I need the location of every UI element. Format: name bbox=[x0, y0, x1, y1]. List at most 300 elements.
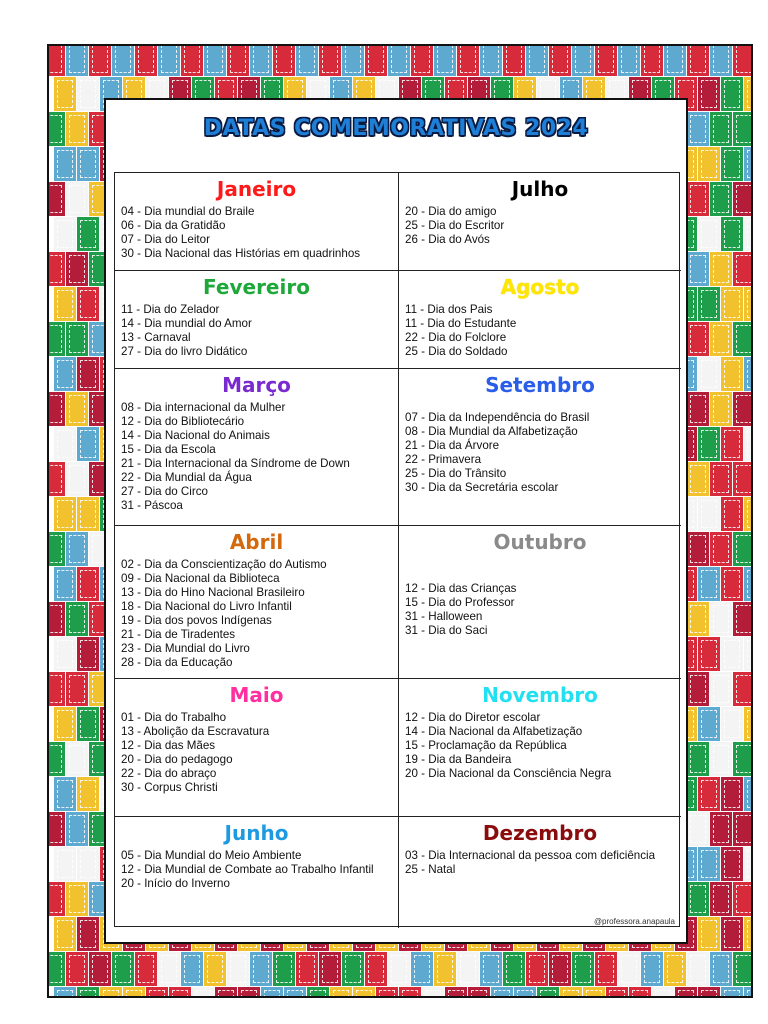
date-entry: 09 - Dia Nacional da Biblioteca bbox=[121, 572, 280, 585]
patch-square bbox=[710, 252, 732, 286]
patch-square bbox=[77, 987, 99, 998]
patch-square bbox=[66, 252, 88, 286]
patch-square bbox=[733, 462, 753, 496]
commemorative-dates-list bbox=[405, 205, 675, 247]
patch-square bbox=[698, 217, 720, 251]
patch-square bbox=[710, 322, 732, 356]
patch-square bbox=[710, 812, 732, 846]
month-cell-junho bbox=[115, 817, 399, 928]
month-cell-maio bbox=[115, 679, 399, 817]
patch-square bbox=[687, 182, 709, 216]
date-entry: 11 - Dia do Estudante bbox=[405, 317, 517, 330]
date-entry: 19 - Dia da Bandeira bbox=[405, 753, 512, 766]
patch-square bbox=[204, 952, 226, 986]
date-entry: 31 - Páscoa bbox=[121, 499, 183, 512]
patch-square bbox=[733, 392, 753, 426]
month-name: Abril bbox=[229, 530, 284, 554]
patch-square bbox=[284, 987, 306, 998]
date-entry: 25 - Natal bbox=[405, 863, 456, 876]
month-name: Julho bbox=[511, 177, 569, 201]
patch-square bbox=[652, 987, 674, 998]
date-entry: 08 - Dia internacional da Mulher bbox=[121, 401, 286, 414]
date-entry: 12 - Dia das Mães bbox=[121, 739, 216, 752]
patch-square bbox=[273, 952, 295, 986]
patch-square bbox=[54, 427, 76, 461]
patch-square bbox=[353, 987, 375, 998]
patch-square bbox=[687, 532, 709, 566]
patch-square bbox=[365, 44, 387, 76]
patch-square bbox=[572, 44, 594, 76]
patch-square bbox=[89, 44, 111, 76]
date-entry: 22 - Primavera bbox=[405, 453, 482, 466]
date-entry: 12 - Dia do Diretor escolar bbox=[405, 711, 541, 724]
patch-square bbox=[434, 952, 456, 986]
patch-square bbox=[342, 44, 364, 76]
patch-square bbox=[66, 44, 88, 76]
patch-square bbox=[710, 112, 732, 146]
patch-square bbox=[238, 987, 260, 998]
patch-square bbox=[54, 77, 76, 111]
patch-square bbox=[319, 952, 341, 986]
patch-square bbox=[733, 882, 753, 916]
patch-square bbox=[721, 707, 743, 741]
patch-square bbox=[47, 322, 65, 356]
patch-square bbox=[422, 987, 444, 998]
patch-square bbox=[480, 44, 502, 76]
patch-square bbox=[721, 777, 743, 811]
commemorative-dates-list bbox=[405, 711, 675, 781]
patch-square bbox=[710, 602, 732, 636]
patch-square bbox=[744, 427, 753, 461]
patch-square bbox=[744, 987, 753, 998]
patch-square bbox=[342, 952, 364, 986]
patch-square bbox=[365, 952, 387, 986]
patch-square bbox=[376, 987, 398, 998]
date-entry: 12 - Dia das Crianças bbox=[405, 582, 517, 595]
date-entry: 22 - Dia do abraço bbox=[121, 767, 217, 780]
patch-square bbox=[227, 44, 249, 76]
patch-square bbox=[457, 952, 479, 986]
patch-square bbox=[710, 392, 732, 426]
patch-square bbox=[744, 847, 753, 881]
patch-square bbox=[411, 952, 433, 986]
commemorative-dates-list bbox=[405, 303, 675, 359]
patch-square bbox=[77, 637, 99, 671]
patch-square bbox=[733, 112, 753, 146]
date-entry: 15 - Dia da Escola bbox=[121, 443, 216, 456]
patch-square bbox=[641, 44, 663, 76]
patch-square bbox=[733, 602, 753, 636]
patch-square bbox=[54, 637, 76, 671]
month-name: Janeiro bbox=[216, 177, 297, 201]
date-entry: 12 - Dia do Bibliotecário bbox=[121, 415, 245, 428]
patch-square bbox=[47, 672, 65, 706]
patch-square bbox=[733, 252, 753, 286]
commemorative-dates-list bbox=[405, 411, 675, 495]
date-entry: 22 - Dia Mundial da Água bbox=[121, 471, 252, 484]
patch-square bbox=[721, 847, 743, 881]
patch-square bbox=[77, 707, 99, 741]
patch-square bbox=[181, 952, 203, 986]
patch-square bbox=[560, 987, 582, 998]
date-entry: 31 - Halloween bbox=[405, 610, 483, 623]
date-entry: 11 - Dia dos Pais bbox=[405, 303, 493, 316]
date-entry: 25 - Dia do Trânsito bbox=[405, 467, 507, 480]
patch-square bbox=[47, 602, 65, 636]
patch-square bbox=[146, 987, 168, 998]
patch-square bbox=[54, 777, 76, 811]
patch-square bbox=[721, 987, 743, 998]
patch-square bbox=[47, 44, 65, 76]
date-entry: 12 - Dia Mundial de Combate ao Trabalho Infantil bbox=[121, 863, 374, 876]
patch-square bbox=[54, 707, 76, 741]
patch-square bbox=[47, 742, 65, 776]
date-entry: 14 - Dia mundial do Amor bbox=[121, 317, 252, 330]
month-cell-agosto bbox=[399, 271, 681, 369]
patch-square bbox=[66, 812, 88, 846]
date-entry: 15 - Proclamação da República bbox=[405, 739, 567, 752]
date-entry: 25 - Dia do Escritor bbox=[405, 219, 505, 232]
patch-square bbox=[698, 917, 720, 951]
month-name: Fevereiro bbox=[203, 275, 310, 299]
patch-square bbox=[675, 987, 697, 998]
month-cell-novembro bbox=[399, 679, 681, 817]
month-name: Agosto bbox=[500, 275, 580, 299]
date-entry: 15 - Dia do Professor bbox=[405, 596, 515, 609]
patch-square bbox=[687, 672, 709, 706]
patch-square bbox=[47, 532, 65, 566]
patch-square bbox=[687, 602, 709, 636]
patch-square bbox=[710, 672, 732, 706]
patch-square bbox=[307, 987, 329, 998]
commemorative-dates-list bbox=[405, 849, 675, 877]
patch-square bbox=[66, 672, 88, 706]
patch-square bbox=[698, 777, 720, 811]
date-entry: 21 - Dia Internacional da Síndrome de Down bbox=[121, 457, 350, 470]
patch-square bbox=[66, 952, 88, 986]
patch-square bbox=[47, 112, 65, 146]
month-cell-julho bbox=[399, 173, 681, 271]
patch-square bbox=[687, 462, 709, 496]
date-entry: 23 - Dia Mundial do Livro bbox=[121, 642, 250, 655]
patch-square bbox=[66, 392, 88, 426]
patch-square bbox=[744, 637, 753, 671]
patch-square bbox=[698, 77, 720, 111]
date-entry: 08 - Dia Mundial da Alfabetização bbox=[405, 425, 578, 438]
patch-square bbox=[744, 707, 753, 741]
patch-square bbox=[744, 287, 753, 321]
patch-square bbox=[537, 987, 559, 998]
patch-square bbox=[744, 497, 753, 531]
date-entry: 21 - Dia da Árvore bbox=[405, 439, 500, 452]
date-entry: 30 - Dia da Secretária escolar bbox=[405, 481, 559, 494]
patch-square bbox=[733, 182, 753, 216]
patch-square bbox=[47, 952, 65, 986]
calendar-panel bbox=[104, 98, 688, 944]
patch-square bbox=[572, 952, 594, 986]
patch-square bbox=[112, 44, 134, 76]
patch-square bbox=[135, 952, 157, 986]
patch-square bbox=[47, 392, 65, 426]
patch-square bbox=[744, 917, 753, 951]
date-entry: 31 - Dia do Saci bbox=[405, 624, 488, 637]
patch-square bbox=[583, 987, 605, 998]
patch-square bbox=[710, 462, 732, 496]
date-entry: 21 - Dia de Tiradentes bbox=[121, 628, 236, 641]
patch-square bbox=[54, 357, 76, 391]
patch-square bbox=[698, 987, 720, 998]
patch-square bbox=[66, 742, 88, 776]
patch-square bbox=[687, 44, 709, 76]
patch-square bbox=[710, 532, 732, 566]
patch-square bbox=[77, 847, 99, 881]
date-entry: 07 - Dia do Leitor bbox=[121, 233, 210, 246]
patch-square bbox=[687, 322, 709, 356]
date-entry: 20 - Dia do pedagogo bbox=[121, 753, 233, 766]
patch-square bbox=[687, 252, 709, 286]
patch-square bbox=[135, 44, 157, 76]
patch-square bbox=[54, 497, 76, 531]
month-name: Maio bbox=[229, 683, 284, 707]
patch-square bbox=[112, 952, 134, 986]
patch-square bbox=[192, 987, 214, 998]
patch-square bbox=[733, 672, 753, 706]
month-cell-janeiro bbox=[115, 173, 399, 271]
commemorative-dates-list bbox=[121, 711, 392, 795]
patch-square bbox=[698, 147, 720, 181]
date-entry: 27 - Dia do Circo bbox=[121, 485, 208, 498]
patch-square bbox=[250, 952, 272, 986]
patch-square bbox=[733, 812, 753, 846]
patch-square bbox=[261, 987, 283, 998]
patch-square bbox=[66, 532, 88, 566]
patch-square bbox=[618, 952, 640, 986]
patch-square bbox=[721, 497, 743, 531]
patch-square bbox=[66, 882, 88, 916]
date-entry: 05 - Dia Mundial do Meio Ambiente bbox=[121, 849, 302, 862]
patch-square bbox=[54, 917, 76, 951]
patch-square bbox=[710, 742, 732, 776]
month-name: Setembro bbox=[485, 373, 595, 397]
patch-square bbox=[47, 462, 65, 496]
date-entry: 13 - Carnaval bbox=[121, 331, 191, 344]
patch-square bbox=[721, 427, 743, 461]
patch-square bbox=[687, 112, 709, 146]
patch-square bbox=[296, 44, 318, 76]
patch-square bbox=[721, 917, 743, 951]
patch-square bbox=[123, 987, 145, 998]
patch-square bbox=[47, 882, 65, 916]
patch-square bbox=[595, 952, 617, 986]
months-table bbox=[114, 172, 680, 927]
patch-square bbox=[744, 357, 753, 391]
patch-square bbox=[664, 44, 686, 76]
patch-square bbox=[227, 952, 249, 986]
patch-square bbox=[445, 987, 467, 998]
patch-square bbox=[698, 847, 720, 881]
patch-square bbox=[388, 44, 410, 76]
date-entry: 20 - Dia do amigo bbox=[405, 205, 497, 218]
patch-square bbox=[733, 532, 753, 566]
patch-square bbox=[549, 44, 571, 76]
patch-square bbox=[595, 44, 617, 76]
author-credit: @professora.anapaula bbox=[593, 917, 675, 926]
patch-square bbox=[698, 357, 720, 391]
patch-square bbox=[687, 882, 709, 916]
patch-square bbox=[54, 287, 76, 321]
date-entry: 25 - Dia do Soldado bbox=[405, 345, 508, 358]
patch-square bbox=[319, 44, 341, 76]
patch-square bbox=[66, 462, 88, 496]
date-entry: 20 - Início do Inverno bbox=[121, 877, 230, 890]
month-cell-outubro bbox=[399, 526, 681, 679]
patch-square bbox=[744, 217, 753, 251]
patch-square bbox=[54, 147, 76, 181]
date-entry: 06 - Dia da Gratidão bbox=[121, 219, 226, 232]
patch-square bbox=[66, 322, 88, 356]
patch-square bbox=[77, 777, 99, 811]
patch-square bbox=[721, 77, 743, 111]
date-entry: 18 - Dia Nacional do Livro Infantil bbox=[121, 600, 292, 613]
patch-square bbox=[698, 707, 720, 741]
patch-square bbox=[733, 952, 753, 986]
commemorative-dates-list bbox=[121, 401, 392, 513]
commemorative-dates-list bbox=[121, 849, 392, 891]
patch-square bbox=[66, 112, 88, 146]
page-title: DATAS COMEMORATIVAS 2024 bbox=[203, 116, 589, 141]
patch-square bbox=[66, 602, 88, 636]
patch-square bbox=[250, 44, 272, 76]
patch-square bbox=[744, 147, 753, 181]
patch-square bbox=[710, 882, 732, 916]
date-entry: 28 - Dia da Educação bbox=[121, 656, 233, 669]
patch-square bbox=[54, 217, 76, 251]
patch-square bbox=[77, 427, 99, 461]
date-entry: 30 - Corpus Christi bbox=[121, 781, 218, 794]
month-name: Novembro bbox=[482, 683, 598, 707]
month-name: Outubro bbox=[493, 530, 587, 554]
patch-square bbox=[491, 987, 513, 998]
date-entry: 27 - Dia do livro Didático bbox=[121, 345, 248, 358]
month-cell-dezembro bbox=[399, 817, 681, 928]
patch-square bbox=[710, 182, 732, 216]
patch-square bbox=[503, 44, 525, 76]
patch-square bbox=[721, 567, 743, 601]
patch-square bbox=[54, 567, 76, 601]
patch-square bbox=[606, 987, 628, 998]
patch-square bbox=[47, 252, 65, 286]
patch-square bbox=[526, 952, 548, 986]
date-entry: 20 - Dia Nacional da Consciência Negra bbox=[405, 767, 612, 780]
patch-square bbox=[698, 567, 720, 601]
commemorative-dates-list bbox=[121, 303, 392, 359]
patch-square bbox=[629, 987, 651, 998]
patch-square bbox=[721, 637, 743, 671]
date-entry: 14 - Dia Nacional do Animais bbox=[121, 429, 270, 442]
date-entry: 11 - Dia do Zelador bbox=[121, 303, 220, 316]
patch-square bbox=[66, 182, 88, 216]
patch-square bbox=[77, 77, 99, 111]
patch-square bbox=[330, 987, 352, 998]
patch-square bbox=[641, 952, 663, 986]
patch-square bbox=[698, 637, 720, 671]
patch-square bbox=[526, 44, 548, 76]
date-entry: 02 - Dia da Conscientização do Autismo bbox=[121, 558, 327, 571]
patch-square bbox=[158, 952, 180, 986]
month-cell-marco bbox=[115, 369, 399, 526]
patch-square bbox=[215, 987, 237, 998]
date-entry: 14 - Dia Nacional da Alfabetização bbox=[405, 725, 583, 738]
patch-square bbox=[54, 987, 76, 998]
patch-square bbox=[77, 147, 99, 181]
patch-square bbox=[721, 147, 743, 181]
date-entry: 07 - Dia da Independência do Brasil bbox=[405, 411, 590, 424]
commemorative-dates-list bbox=[121, 558, 392, 670]
patch-square bbox=[399, 987, 421, 998]
month-cell-setembro bbox=[399, 369, 681, 526]
patch-square bbox=[204, 44, 226, 76]
date-entry: 01 - Dia do Trabalho bbox=[121, 711, 227, 724]
patch-square bbox=[687, 742, 709, 776]
patch-square bbox=[514, 987, 536, 998]
date-entry: 13 - Abolição da Escravatura bbox=[121, 725, 270, 738]
patch-square bbox=[549, 952, 571, 986]
patch-square bbox=[77, 357, 99, 391]
patch-square bbox=[388, 952, 410, 986]
patch-square bbox=[744, 567, 753, 601]
patch-square bbox=[744, 777, 753, 811]
patch-square bbox=[733, 322, 753, 356]
date-entry: 13 - Dia do Hino Nacional Brasileiro bbox=[121, 586, 305, 599]
date-entry: 30 - Dia Nacional das Histórias em quadrinhos bbox=[121, 247, 361, 260]
patch-square bbox=[721, 217, 743, 251]
patch-square bbox=[100, 987, 122, 998]
patch-square bbox=[273, 44, 295, 76]
patch-square bbox=[744, 77, 753, 111]
patch-square bbox=[77, 917, 99, 951]
month-cell-fevereiro bbox=[115, 271, 399, 369]
month-name: Março bbox=[222, 373, 291, 397]
patch-square bbox=[468, 987, 490, 998]
commemorative-dates-list bbox=[121, 205, 392, 261]
patch-square bbox=[77, 567, 99, 601]
patch-square bbox=[733, 44, 753, 76]
patch-square bbox=[480, 952, 502, 986]
patch-square bbox=[77, 497, 99, 531]
patch-square bbox=[618, 44, 640, 76]
month-cell-abril bbox=[115, 526, 399, 679]
patch-square bbox=[181, 44, 203, 76]
patch-square bbox=[434, 44, 456, 76]
patch-square bbox=[77, 217, 99, 251]
patch-square bbox=[664, 952, 686, 986]
patch-square bbox=[698, 427, 720, 461]
patch-square bbox=[296, 952, 318, 986]
patch-square bbox=[687, 952, 709, 986]
patch-square bbox=[411, 44, 433, 76]
patch-square bbox=[721, 287, 743, 321]
month-name: Junho bbox=[224, 821, 289, 845]
patch-square bbox=[89, 952, 111, 986]
patch-square bbox=[169, 987, 191, 998]
date-entry: 04 - Dia mundial do Braile bbox=[121, 205, 255, 218]
patch-square bbox=[687, 812, 709, 846]
month-name: Dezembro bbox=[482, 821, 598, 845]
patch-square bbox=[457, 44, 479, 76]
patch-square bbox=[158, 44, 180, 76]
patch-square bbox=[47, 812, 65, 846]
commemorative-dates-list bbox=[405, 582, 675, 638]
